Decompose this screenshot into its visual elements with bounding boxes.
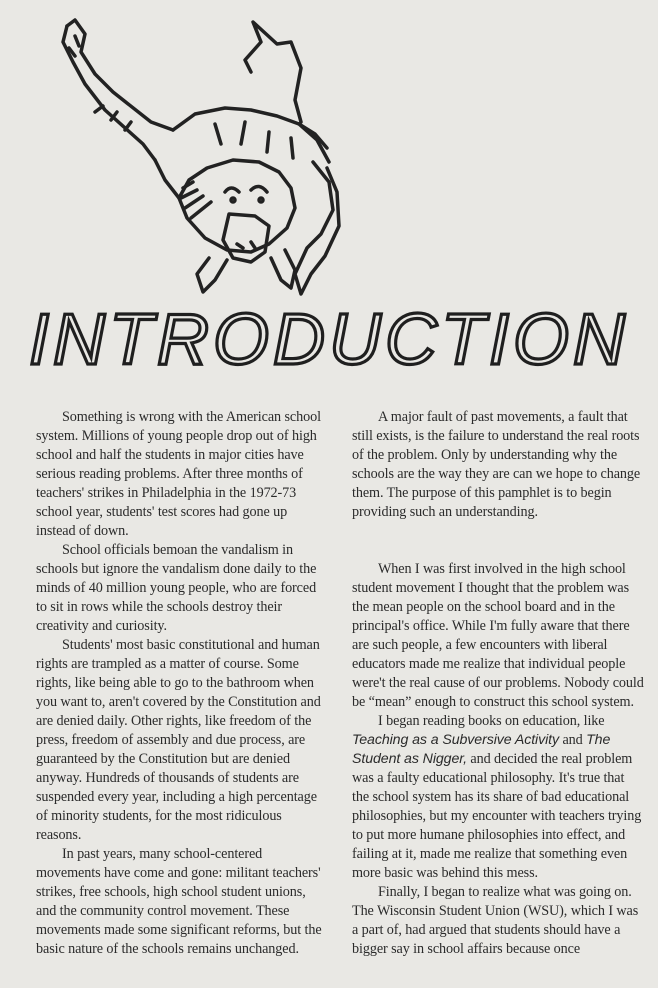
- paragraph: When I was first involved in the high school student movement I thought that the problem was the mean people on the school board and in the principal's office. While I'm fully aware that there are such people, a few encounters with liberal educators made me realize that individual people were't the real cause of our problems. Nobody could be “mean” enough to construct this school system.: [352, 561, 644, 710]
- paragraph-text: and decided the real problem was a faulty educational philosophy. It's true that the school system has its share of bad educational philosophies, but my encounter with teachers trying to put more humane philosophies into effect, and failing at it, made me realize that something even more basic was behind this mess.: [352, 751, 642, 881]
- paragraph: Finally, I began to realize what was going on. The Wisconsin Student Union (WSU), which I was a part of, had argued that students should have a bigger say in school affairs because once: [352, 884, 639, 957]
- paragraph: In past years, many school-centered movements have come and gone: militant teachers' strikes, free schools, high school student unions, and the community control movement. These movements made some significant reforms, but the basic nature of the schools remains unchanged.: [36, 846, 322, 957]
- paragraph: [352, 712, 644, 883]
- paragraph: Something is wrong with the American school system. Millions of young people drop out of high school and half the students in major cities have serious reading problems. After three months of teachers' strikes in Philadelphia in the 1972-73 school year, students' test scores had gone up instead of down.: [36, 409, 321, 539]
- paragraph: School officials bemoan the vandalism in schools but ignore the vandalism done daily to the minds of 40 million young people, who are forced to sit in rows while the schools destroy their creativity and curiosity.: [36, 542, 317, 634]
- svg-text:INTRODUCTION: INTRODUCTION: [29, 300, 629, 380]
- paragraph: A major fault of past movements, a fault that still exists, is the failure to understand the real roots of the problem. Only by understanding why the schools are the way they are can we hope to change them. The purpose of this pamphlet is to begin providing such an understanding.: [352, 409, 641, 520]
- paragraph: Students' most basic constitutional and human rights are trampled as a matter of course. Some rights, like being able to go to the bathroom when you want to, aren't covered by the Constitution and are denied daily. Other rights, like freedom of the press, freedom of assembly and due process, are guaranteed by the Constitution but are denied anyway. Hundreds of thousands of students are suspended every year, including a high percentage of minority students, for the most ridiculous reasons.: [36, 637, 321, 843]
- right-column: [352, 408, 644, 959]
- page-title: [0, 300, 658, 380]
- left-column: [36, 408, 328, 959]
- paragraph-text: I began reading books on education, like: [378, 713, 605, 729]
- book-title: Teaching as a Subversive Activity: [352, 732, 559, 748]
- paragraph-text: and: [559, 732, 587, 748]
- title-lettering: [29, 300, 629, 380]
- cartoon-illustration: [55, 12, 355, 302]
- book-title: The Student as Nigger,: [352, 732, 611, 767]
